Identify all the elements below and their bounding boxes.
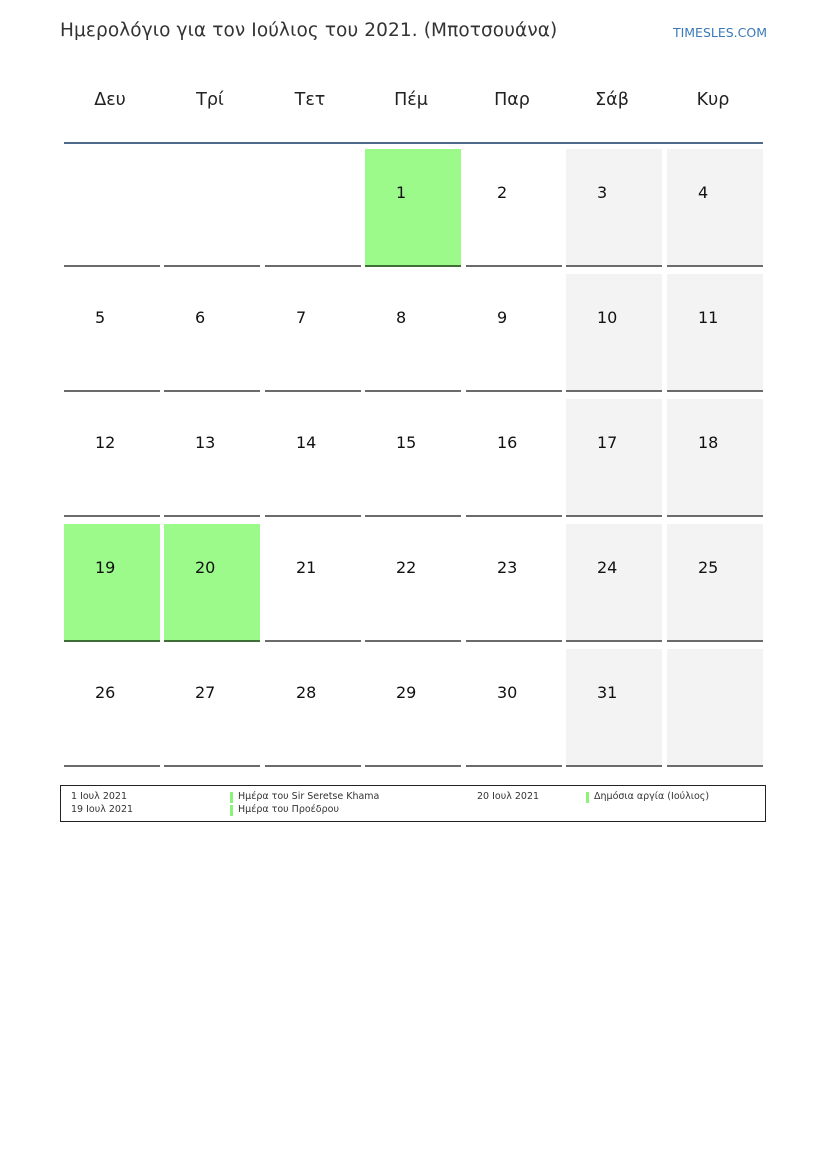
day-cell[interactable] bbox=[667, 399, 763, 517]
header-divider bbox=[64, 142, 763, 144]
day-number: 24 bbox=[597, 558, 618, 577]
day-number: 17 bbox=[597, 433, 618, 452]
day-cell[interactable] bbox=[466, 149, 562, 267]
day-number: 20 bbox=[195, 558, 216, 577]
day-cell[interactable] bbox=[566, 399, 662, 517]
day-cell[interactable] bbox=[64, 524, 160, 642]
day-cell[interactable] bbox=[466, 649, 562, 767]
day-number: 25 bbox=[698, 558, 719, 577]
legend-holiday-name: Ημέρα του Sir Seretse Khama bbox=[238, 791, 380, 802]
weekday-sun: Κυρ bbox=[696, 90, 730, 110]
day-number: 30 bbox=[497, 683, 518, 702]
legend-holiday-name: Ημέρα του Προέδρου bbox=[238, 804, 339, 815]
day-cell[interactable] bbox=[566, 649, 662, 767]
legend-marker bbox=[230, 792, 233, 803]
day-cell[interactable] bbox=[566, 149, 662, 267]
day-number: 5 bbox=[95, 308, 106, 327]
day-number: 4 bbox=[698, 183, 709, 202]
day-number: 3 bbox=[597, 183, 608, 202]
day-number: 12 bbox=[95, 433, 116, 452]
day-cell[interactable] bbox=[466, 524, 562, 642]
empty-day-cell bbox=[64, 149, 160, 267]
weekday-tue: Τρί bbox=[196, 90, 224, 110]
legend-date: 19 Ιουλ 2021 bbox=[71, 804, 134, 815]
legend-marker bbox=[230, 805, 233, 816]
day-cell[interactable] bbox=[64, 399, 160, 517]
day-cell[interactable] bbox=[566, 524, 662, 642]
day-number: 8 bbox=[396, 308, 407, 327]
day-cell[interactable] bbox=[365, 399, 461, 517]
day-number: 21 bbox=[296, 558, 317, 577]
weekday-sat: Σάβ bbox=[595, 90, 629, 110]
weekday-fri: Παρ bbox=[494, 90, 530, 110]
day-cell[interactable] bbox=[164, 399, 260, 517]
day-cell[interactable] bbox=[667, 149, 763, 267]
day-cell[interactable] bbox=[365, 524, 461, 642]
day-cell[interactable] bbox=[566, 274, 662, 392]
day-number: 31 bbox=[597, 683, 618, 702]
day-number: 6 bbox=[195, 308, 206, 327]
weekday-mon: Δευ bbox=[94, 90, 126, 110]
page-title: Ημερολόγιο για τον Ιούλιος του 2021. (Μποτσουάνα) bbox=[60, 20, 558, 41]
weekday-header bbox=[62, 90, 764, 120]
day-number: 27 bbox=[195, 683, 216, 702]
day-cell[interactable] bbox=[265, 649, 361, 767]
day-number: 14 bbox=[296, 433, 317, 452]
weekday-wed: Τετ bbox=[294, 90, 326, 110]
day-cell[interactable] bbox=[365, 149, 461, 267]
legend-marker bbox=[586, 792, 589, 803]
day-cell[interactable] bbox=[265, 524, 361, 642]
day-number: 22 bbox=[396, 558, 417, 577]
day-number: 10 bbox=[597, 308, 618, 327]
day-cell[interactable] bbox=[164, 649, 260, 767]
brand-link[interactable]: TIMESLES.COM bbox=[672, 25, 767, 40]
day-number: 11 bbox=[698, 308, 719, 327]
empty-day-cell bbox=[265, 149, 361, 267]
legend-date: 20 Ιουλ 2021 bbox=[477, 791, 540, 802]
day-cell[interactable] bbox=[466, 274, 562, 392]
legend-date: 1 Ιουλ 2021 bbox=[71, 791, 127, 802]
day-number: 16 bbox=[497, 433, 518, 452]
day-cell[interactable] bbox=[667, 274, 763, 392]
day-number: 9 bbox=[497, 308, 508, 327]
day-cell[interactable] bbox=[265, 274, 361, 392]
day-number: 19 bbox=[95, 558, 116, 577]
day-cell[interactable] bbox=[265, 399, 361, 517]
day-number: 28 bbox=[296, 683, 317, 702]
day-number: 18 bbox=[698, 433, 719, 452]
day-cell[interactable] bbox=[64, 649, 160, 767]
day-number: 15 bbox=[396, 433, 417, 452]
day-cell[interactable] bbox=[466, 399, 562, 517]
weekday-thu: Πέμ bbox=[394, 90, 428, 110]
legend-holiday-name: Δημόσια αργία (Ιούλιος) bbox=[594, 791, 710, 802]
day-number: 13 bbox=[195, 433, 216, 452]
day-number: 2 bbox=[497, 183, 508, 202]
day-number: 1 bbox=[396, 183, 407, 202]
day-cell[interactable] bbox=[667, 524, 763, 642]
day-cell[interactable] bbox=[164, 524, 260, 642]
day-number: 29 bbox=[396, 683, 417, 702]
empty-day-cell bbox=[164, 149, 260, 267]
day-cell[interactable] bbox=[164, 274, 260, 392]
day-number: 7 bbox=[296, 308, 307, 327]
day-cell[interactable] bbox=[365, 649, 461, 767]
day-number: 26 bbox=[95, 683, 116, 702]
day-cell[interactable] bbox=[64, 274, 160, 392]
holiday-legend bbox=[60, 785, 766, 822]
day-cell[interactable] bbox=[365, 274, 461, 392]
day-number: 23 bbox=[497, 558, 518, 577]
empty-day-cell bbox=[667, 649, 763, 767]
